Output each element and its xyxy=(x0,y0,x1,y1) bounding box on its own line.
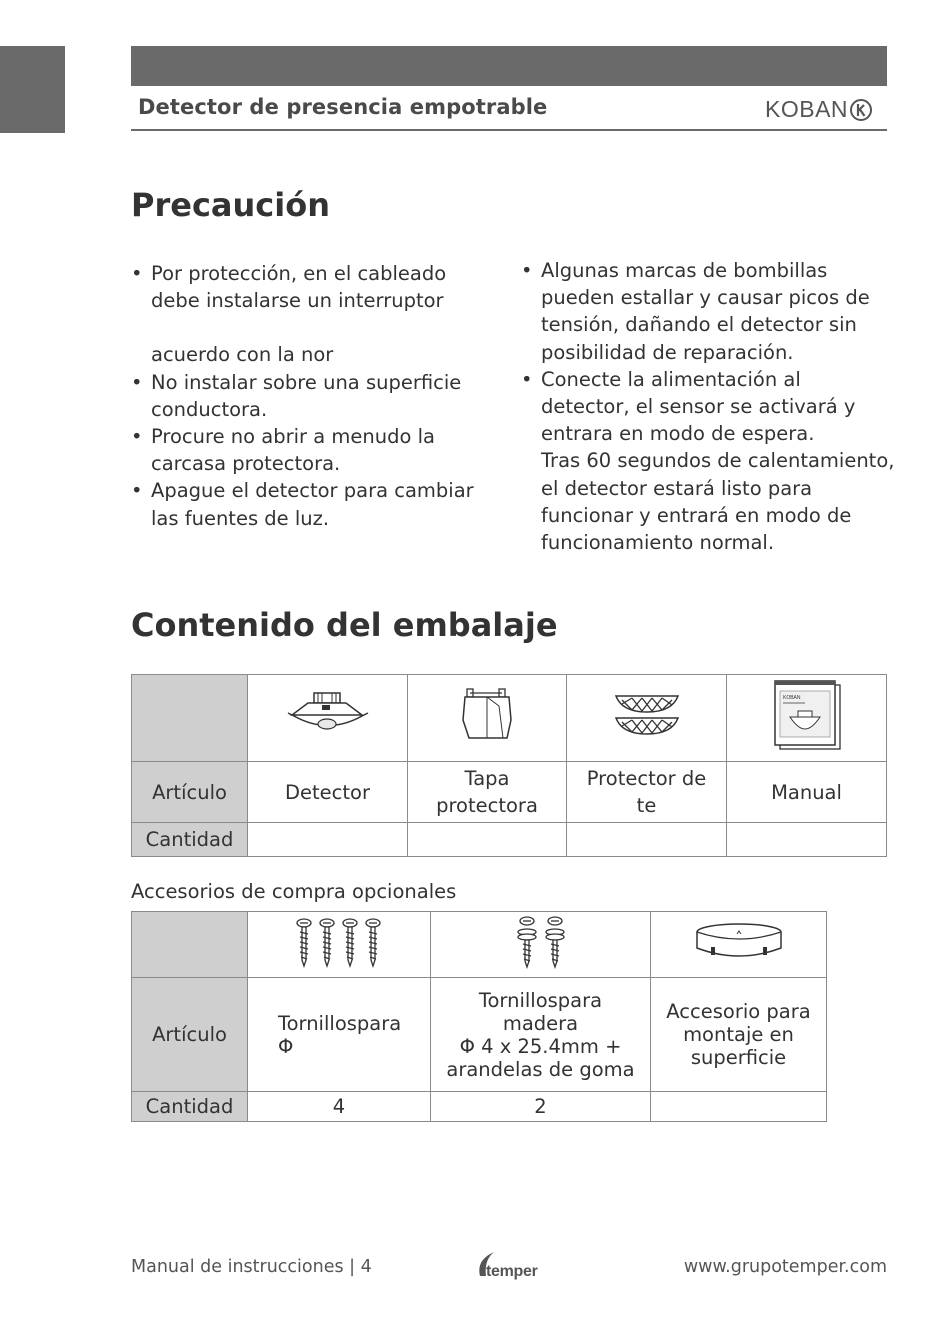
precaution-right-column xyxy=(521,257,901,556)
table-cell xyxy=(567,823,727,857)
koban-k-icon xyxy=(850,99,872,121)
precaution-heading: Precaución xyxy=(131,186,330,224)
bullet: • xyxy=(131,425,143,449)
text-line: No instalar sobre una superficie xyxy=(151,370,462,394)
table-cell xyxy=(248,823,408,857)
document-title: Detector de presencia empotrable xyxy=(138,95,548,119)
package-heading: Contenido del embalaje xyxy=(131,606,558,644)
row-header: Artículo xyxy=(132,762,248,823)
text-line: Conecte la alimentación al xyxy=(541,367,801,391)
cell-line: Tornillospara xyxy=(278,1011,402,1035)
text-line: Algunas marcas de bombillas xyxy=(541,259,828,282)
footer-website[interactable]: www.grupotemper.com xyxy=(683,1257,887,1277)
protective-cover-icon xyxy=(457,686,517,744)
text-line: las fuentes de luz. xyxy=(151,506,330,530)
lens-protector-icon xyxy=(612,692,682,738)
temper-logo-text: temper xyxy=(486,1263,538,1280)
row-header: Cantidad xyxy=(132,1092,248,1122)
table-row xyxy=(132,1092,827,1122)
text-line: Por protección, en el cableado xyxy=(151,262,447,285)
table-cell xyxy=(408,762,567,823)
text-line: el detector estará listo para xyxy=(541,476,813,500)
row-header: Artículo xyxy=(132,978,248,1092)
cell-line: Tapa xyxy=(464,767,510,790)
table-row xyxy=(132,978,827,1092)
table-cell xyxy=(408,675,567,762)
optional-accessories-title: Accesorios de compra opcionales xyxy=(131,880,457,903)
precaution-item xyxy=(521,366,901,556)
table-cell xyxy=(567,675,727,762)
table-cell xyxy=(567,762,727,823)
table-cell xyxy=(132,912,248,978)
table-cell xyxy=(248,978,431,1092)
manual-cover-title: KOBAN xyxy=(782,694,801,701)
header-rule xyxy=(131,129,887,131)
table-cell: 4 xyxy=(248,1092,431,1122)
table-cell xyxy=(651,978,827,1092)
precaution-item xyxy=(131,423,491,477)
bullet: • xyxy=(521,259,533,282)
table-row xyxy=(132,762,887,823)
precaution-item xyxy=(131,260,491,369)
text-line: Apague el detector para cambiar xyxy=(151,479,474,503)
bullet: • xyxy=(131,370,143,394)
optional-accessories-table xyxy=(131,911,827,1122)
table-cell xyxy=(248,675,408,762)
wood-screws-with-washers-icon xyxy=(513,915,569,969)
precaution-item xyxy=(131,477,491,531)
table-row xyxy=(132,675,887,762)
table-cell xyxy=(651,1092,827,1122)
table-cell xyxy=(727,823,887,857)
detector-icon xyxy=(286,689,370,741)
table-cell xyxy=(132,675,248,762)
text-line: conductora. xyxy=(151,397,268,421)
koban-logo xyxy=(765,96,872,123)
precaution-item xyxy=(521,257,901,366)
logo-text: KOBAN xyxy=(765,96,849,122)
text-line: Tras 60 segundos de calentamiento, xyxy=(541,449,895,473)
table-cell xyxy=(408,823,567,857)
table-row xyxy=(132,912,827,978)
bullet: • xyxy=(131,262,143,285)
screws-icon xyxy=(292,916,386,968)
text-line: pueden estallar y causar picos de xyxy=(541,286,870,310)
table-cell xyxy=(651,912,827,978)
table-cell: Detector xyxy=(248,762,408,823)
cell-line: Accesorio para xyxy=(666,1000,811,1023)
table-cell: 2 xyxy=(431,1092,651,1122)
table-row xyxy=(132,823,887,857)
cell-line: superficie xyxy=(690,1046,787,1069)
surface-mount-box-icon xyxy=(693,920,785,964)
text-line: debe instalarse un interruptor xyxy=(151,289,444,313)
cell-line: Φ xyxy=(278,1034,294,1058)
cell-line: te xyxy=(636,794,657,817)
package-contents-table xyxy=(131,674,887,857)
manual-icon xyxy=(772,679,842,751)
page-side-tab xyxy=(0,46,65,133)
cell-line: Protector de xyxy=(586,767,707,790)
cell-line: protectora xyxy=(436,794,538,817)
bullet: • xyxy=(521,367,533,391)
text-line: posibilidad de reparación. xyxy=(541,340,794,364)
precaution-left-column xyxy=(131,260,491,532)
text-line: carcasa protectora. xyxy=(151,452,341,476)
cell-line: montaje en xyxy=(683,1023,794,1046)
text-line: funcionamiento normal. xyxy=(541,531,775,555)
text-line: detector, el sensor se activará y xyxy=(541,395,856,419)
header-bar xyxy=(131,46,887,86)
table-cell xyxy=(727,675,887,762)
table-cell: Manual xyxy=(727,762,887,823)
precaution-item xyxy=(131,369,491,423)
text-line: Procure no abrir a menudo la xyxy=(151,425,435,449)
footer-page-info: Manual de instrucciones | 4 xyxy=(131,1257,372,1277)
text-line: funcionar y entrará en modo de xyxy=(541,503,852,527)
table-cell xyxy=(431,978,651,1092)
cell-line: Tornillospara xyxy=(478,988,603,1012)
text-line: acuerdo con la nor xyxy=(151,343,334,367)
cell-line: arandelas de goma xyxy=(446,1057,635,1081)
text-line: entrara en modo de espera. xyxy=(541,422,815,446)
cell-line: madera xyxy=(502,1011,579,1035)
text-line: tensión, dañando el detector sin xyxy=(541,313,857,337)
table-cell xyxy=(248,912,431,978)
bullet: • xyxy=(131,479,143,503)
table-cell xyxy=(431,912,651,978)
row-header: Cantidad xyxy=(132,823,248,857)
cell-line: Φ 4 x 25.4mm + xyxy=(459,1034,622,1058)
